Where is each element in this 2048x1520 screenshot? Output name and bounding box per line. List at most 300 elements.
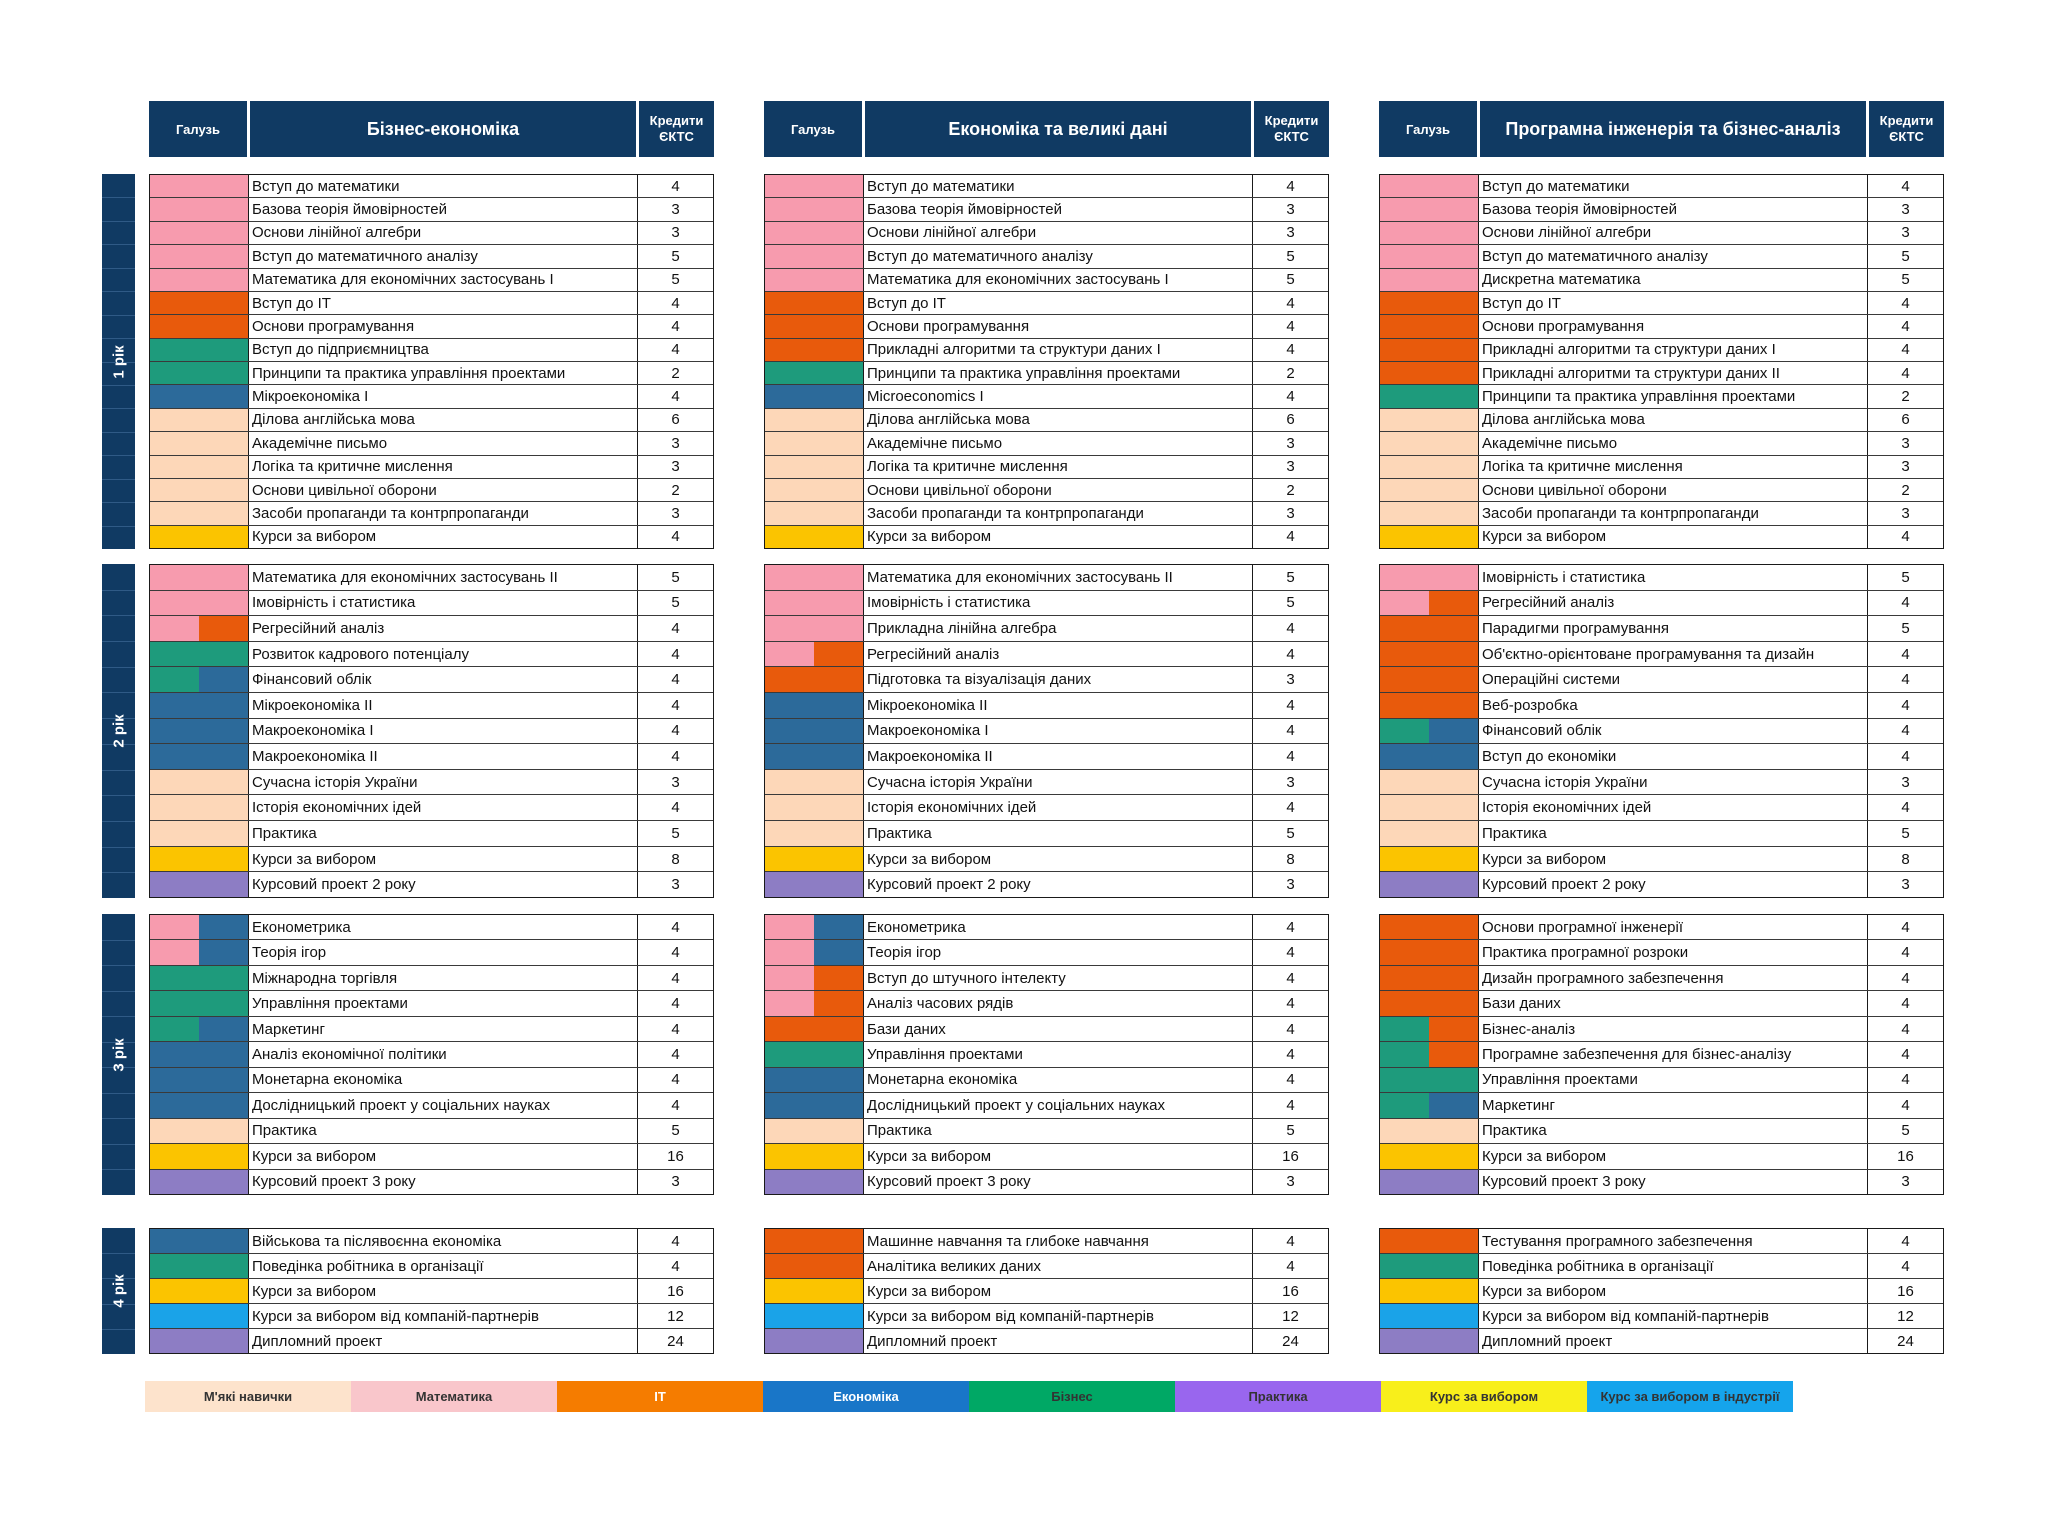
area-color (765, 269, 863, 291)
course-name: Вступ до математики (249, 175, 638, 197)
table-row (765, 847, 1328, 873)
year-bar-divider (102, 1144, 135, 1145)
year-bar-divider (102, 991, 135, 992)
area-color (1380, 1017, 1429, 1041)
course-credits: 2 (1901, 388, 1910, 406)
credits-header-line2: ЄКТС (1889, 129, 1924, 144)
area-swatch (150, 1304, 249, 1328)
area-swatch (1380, 1254, 1479, 1278)
table-row (1380, 1119, 1943, 1144)
course-name: Засоби пропаганди та контрпропаганди (249, 502, 638, 524)
area-swatch (150, 693, 249, 718)
area-color (150, 1068, 248, 1092)
area-swatch (150, 821, 249, 846)
area-swatch (1380, 821, 1479, 846)
year-bar-divider (102, 291, 135, 292)
course-name: Курси за вибором (249, 1144, 638, 1168)
area-color (765, 1170, 863, 1194)
area-swatch (1380, 991, 1479, 1015)
year-bar-divider (102, 641, 135, 642)
course-credits: 5 (1901, 247, 1910, 265)
area-color (150, 456, 248, 478)
area-color (150, 642, 248, 667)
course-name: Економетрика (249, 915, 638, 939)
course-name: Курси за вибором від компаній-партнерів (249, 1304, 638, 1328)
table-row (1380, 770, 1943, 796)
table-row (150, 175, 713, 198)
area-color (765, 821, 863, 846)
table-row (765, 795, 1328, 821)
area-swatch (765, 222, 864, 244)
table-row (765, 385, 1328, 408)
year-bar-divider (102, 526, 135, 527)
area-swatch (1380, 315, 1479, 337)
table-row (1380, 526, 1943, 548)
course-credits: 4 (1901, 645, 1910, 663)
course-name: Основи цивільної оборони (1479, 479, 1868, 501)
area-color (765, 591, 863, 616)
course-credits: 4 (671, 722, 680, 740)
area-swatch (150, 1017, 249, 1041)
table-row (150, 1170, 713, 1194)
table-row (150, 385, 713, 408)
course-table (764, 1228, 1329, 1354)
table-row (150, 744, 713, 770)
course-name: Практика (1479, 1119, 1868, 1143)
table-row (1380, 872, 1943, 897)
course-credits: 4 (1901, 1232, 1910, 1250)
table-row (765, 991, 1328, 1016)
table-row (150, 693, 713, 719)
course-credits: 5 (671, 1122, 680, 1140)
course-credits: 5 (671, 594, 680, 612)
area-color (765, 432, 863, 454)
area-swatch (1380, 409, 1479, 431)
course-name: Прикладні алгоритми та структури даних I (1479, 339, 1868, 361)
course-credits: 6 (1286, 411, 1295, 429)
table-row (1380, 847, 1943, 873)
area-swatch (1380, 744, 1479, 769)
area-swatch (1380, 175, 1479, 197)
course-credits: 5 (1286, 271, 1295, 289)
area-color (1380, 432, 1478, 454)
course-name: Курси за вибором (864, 1144, 1253, 1168)
area-swatch (150, 269, 249, 291)
year-bar (102, 914, 135, 1195)
area-swatch (765, 385, 864, 407)
course-credits: 5 (1901, 824, 1910, 842)
course-credits: 3 (1286, 1173, 1295, 1191)
area-color (150, 770, 248, 795)
course-name: Курсовий проект 2 року (249, 872, 638, 897)
area-swatch (150, 456, 249, 478)
year-bar-divider (102, 615, 135, 616)
course-name: Курси за вибором (1479, 847, 1868, 872)
table-row (765, 479, 1328, 502)
area-color (150, 1144, 248, 1168)
area-swatch (150, 1254, 249, 1278)
course-table (764, 174, 1329, 549)
area-swatch (150, 362, 249, 384)
credits-column-header (1254, 101, 1329, 157)
credits-header-line2: ЄКТС (659, 129, 694, 144)
course-credits: 4 (1286, 1257, 1295, 1275)
year-bar-divider (102, 197, 135, 198)
area-color (1380, 175, 1478, 197)
program-header (1379, 101, 1944, 157)
table-row (150, 821, 713, 847)
area-swatch (765, 991, 864, 1015)
area-color (150, 1254, 248, 1278)
table-row (150, 966, 713, 991)
table-row (150, 1144, 713, 1169)
table-row (1380, 1042, 1943, 1067)
course-credits: 12 (1282, 1307, 1299, 1325)
area-color (765, 1229, 863, 1253)
course-name: Практика (249, 821, 638, 846)
program-title: Економіка та великі дані (865, 101, 1254, 157)
area-color (150, 1093, 248, 1117)
area-swatch (765, 795, 864, 820)
area-swatch (150, 385, 249, 407)
area-color (765, 245, 863, 267)
table-row (1380, 362, 1943, 385)
area-swatch (1380, 616, 1479, 641)
course-name: Фінансовий облік (1479, 719, 1868, 744)
area-swatch (150, 1144, 249, 1168)
year-bar (102, 564, 135, 898)
table-row (765, 1304, 1328, 1329)
area-color (1380, 719, 1429, 744)
area-color (1380, 1329, 1478, 1353)
table-row (765, 667, 1328, 693)
course-credits: 4 (1286, 620, 1295, 638)
area-color (765, 1068, 863, 1092)
table-row (1380, 1304, 1943, 1329)
area-swatch (1380, 1144, 1479, 1168)
course-credits: 5 (1286, 247, 1295, 265)
table-row (150, 667, 713, 693)
area-swatch (1380, 339, 1479, 361)
area-color (199, 667, 248, 692)
area-color (765, 222, 863, 244)
course-credits: 4 (671, 294, 680, 312)
table-row (1380, 385, 1943, 408)
legend-item: Бізнес (969, 1381, 1175, 1412)
area-color (1380, 770, 1478, 795)
area-color (150, 479, 248, 501)
course-credits: 4 (1901, 696, 1910, 714)
table-row (1380, 245, 1943, 268)
course-credits: 4 (1901, 1257, 1910, 1275)
course-credits: 4 (1286, 645, 1295, 663)
area-swatch (150, 245, 249, 267)
course-credits: 3 (1286, 224, 1295, 242)
course-name: Імовірність і статистика (864, 591, 1253, 616)
course-name: Вступ до IT (864, 292, 1253, 314)
area-swatch (150, 1229, 249, 1253)
course-name: Ділова англійська мова (249, 409, 638, 431)
year-bar-divider (102, 244, 135, 245)
area-color (1380, 1093, 1429, 1117)
area-color (150, 339, 248, 361)
area-color (765, 409, 863, 431)
table-row (765, 1254, 1328, 1279)
course-credits: 3 (671, 1173, 680, 1191)
table-row (150, 456, 713, 479)
table-row (1380, 991, 1943, 1016)
table-row (150, 292, 713, 315)
course-name: Військова та післявоєнна економіка (249, 1229, 638, 1253)
area-color (150, 795, 248, 820)
table-row (765, 222, 1328, 245)
area-color (1380, 292, 1478, 314)
year-bar-divider (102, 847, 135, 848)
area-swatch (1380, 872, 1479, 897)
course-name: Основи цивільної оборони (249, 479, 638, 501)
area-swatch (765, 409, 864, 431)
area-swatch (1380, 1017, 1479, 1041)
table-row (765, 409, 1328, 432)
course-credits: 4 (1901, 748, 1910, 766)
table-row (765, 432, 1328, 455)
course-name: Прикладні алгоритми та структури даних I (864, 339, 1253, 361)
area-swatch (1380, 526, 1479, 548)
year-bar-divider (102, 940, 135, 941)
area-swatch (1380, 1093, 1479, 1117)
course-credits: 3 (1901, 773, 1910, 791)
course-name: Вступ до штучного інтелекту (864, 966, 1253, 990)
area-color (1380, 385, 1478, 407)
table-row (1380, 409, 1943, 432)
area-swatch (1380, 245, 1479, 267)
course-credits: 4 (1901, 594, 1910, 612)
table-row (765, 591, 1328, 617)
area-color (199, 915, 248, 939)
course-name: Управління проектами (864, 1042, 1253, 1066)
area-color (150, 385, 248, 407)
course-name: Базова теорія ймовірностей (864, 198, 1253, 220)
year-bar-divider (102, 385, 135, 386)
course-table (1379, 1228, 1944, 1354)
course-name: Курсовий проект 3 року (1479, 1170, 1868, 1194)
area-swatch (765, 770, 864, 795)
area-swatch (150, 591, 249, 616)
year-bar-divider (102, 1169, 135, 1170)
year-bar-divider (102, 455, 135, 456)
course-credits: 4 (671, 177, 680, 195)
course-credits: 4 (1901, 364, 1910, 382)
area-swatch (765, 1042, 864, 1066)
course-name: Програмне забезпечення для бізнес-аналізу (1479, 1042, 1868, 1066)
area-swatch (150, 1329, 249, 1353)
course-credits: 4 (1286, 918, 1295, 936)
table-row (765, 502, 1328, 525)
area-color (1380, 565, 1478, 590)
course-name: Вступ до математики (1479, 175, 1868, 197)
area-color (1380, 966, 1478, 990)
course-name: Маркетинг (249, 1017, 638, 1041)
area-color (765, 693, 863, 718)
area-column-header: Галузь (149, 101, 250, 157)
course-credits: 5 (671, 247, 680, 265)
area-color (150, 175, 248, 197)
table-row (1380, 1279, 1943, 1304)
area-swatch (765, 315, 864, 337)
area-color (150, 847, 248, 872)
course-credits: 3 (671, 458, 680, 476)
course-name: Основи програмування (1479, 315, 1868, 337)
course-credits: 3 (671, 504, 680, 522)
area-swatch (150, 991, 249, 1015)
course-credits: 4 (1901, 317, 1910, 335)
course-credits: 2 (671, 364, 680, 382)
course-name: Тестування програмного забезпечення (1479, 1229, 1868, 1253)
course-name: Історія економічних ідей (864, 795, 1253, 820)
table-row (150, 915, 713, 940)
area-swatch (150, 175, 249, 197)
area-swatch (765, 1329, 864, 1353)
course-table (1379, 174, 1944, 549)
course-name: Вступ до підприємництва (249, 339, 638, 361)
year-label: 2 рік (110, 714, 127, 748)
course-name: Регресійний аналіз (249, 616, 638, 641)
course-credits: 4 (1286, 748, 1295, 766)
table-row (150, 315, 713, 338)
area-color (1380, 915, 1478, 939)
area-color (1380, 502, 1478, 524)
table-row (1380, 479, 1943, 502)
course-credits: 24 (1282, 1332, 1299, 1350)
area-color (150, 432, 248, 454)
course-credits: 4 (1901, 671, 1910, 689)
year-bar-divider (102, 1016, 135, 1017)
table-row (150, 770, 713, 796)
table-row (765, 175, 1328, 198)
course-name: Монетарна економіка (249, 1068, 638, 1092)
course-credits: 2 (1286, 364, 1295, 382)
course-name: Основи лінійної алгебри (864, 222, 1253, 244)
area-color (765, 744, 863, 769)
course-credits: 5 (1901, 271, 1910, 289)
course-name: Практика (249, 1119, 638, 1143)
course-name: Математика для економічних застосувань II (864, 565, 1253, 590)
area-color (765, 642, 814, 667)
table-row (150, 1229, 713, 1254)
area-color (1380, 795, 1478, 820)
course-name: Базова теорія ймовірностей (1479, 198, 1868, 220)
year-bar-divider (102, 502, 135, 503)
course-credits: 3 (1286, 434, 1295, 452)
area-swatch (765, 269, 864, 291)
table-row (765, 1329, 1328, 1353)
table-row (150, 1304, 713, 1329)
course-credits: 4 (671, 388, 680, 406)
course-credits: 4 (671, 1045, 680, 1063)
course-name: Вступ до економіки (1479, 744, 1868, 769)
year-bar-divider (102, 408, 135, 409)
area-swatch (765, 1017, 864, 1041)
area-color (150, 245, 248, 267)
area-color (150, 667, 199, 692)
course-credits: 4 (1286, 177, 1295, 195)
course-credits: 4 (1901, 294, 1910, 312)
table-row (150, 409, 713, 432)
course-name: Вступ до математичного аналізу (1479, 245, 1868, 267)
area-swatch (765, 456, 864, 478)
area-swatch (765, 616, 864, 641)
table-row (765, 456, 1328, 479)
course-credits: 4 (1286, 1096, 1295, 1114)
area-swatch (150, 642, 249, 667)
table-row (765, 693, 1328, 719)
course-credits: 2 (1901, 481, 1910, 499)
area-color (1380, 315, 1478, 337)
course-name: Сучасна історія України (864, 770, 1253, 795)
course-name: Сучасна історія України (249, 770, 638, 795)
program-header (149, 101, 714, 157)
course-name: Курсовий проект 3 року (864, 1170, 1253, 1194)
table-row (765, 1170, 1328, 1194)
area-swatch (150, 526, 249, 548)
area-swatch (765, 744, 864, 769)
table-row (1380, 940, 1943, 965)
area-swatch (150, 616, 249, 641)
area-swatch (765, 940, 864, 964)
area-swatch (1380, 385, 1479, 407)
area-swatch (150, 198, 249, 220)
table-row (1380, 966, 1943, 991)
area-swatch (1380, 1068, 1479, 1092)
area-swatch (1380, 966, 1479, 990)
area-color (150, 222, 248, 244)
table-row (150, 591, 713, 617)
area-swatch (765, 479, 864, 501)
course-name: Вступ до IT (249, 292, 638, 314)
area-color (765, 847, 863, 872)
course-name: Операційні системи (1479, 667, 1868, 692)
table-row (150, 1254, 713, 1279)
area-swatch (1380, 719, 1479, 744)
course-name: Академічне письмо (864, 432, 1253, 454)
table-row (150, 245, 713, 268)
area-color (150, 821, 248, 846)
course-name: Практика (864, 821, 1253, 846)
area-color (150, 292, 248, 314)
area-color (1380, 667, 1478, 692)
credits-header-line1: Кредити (649, 113, 704, 128)
area-swatch (150, 502, 249, 524)
legend (145, 1381, 1793, 1412)
area-color (1380, 1119, 1478, 1143)
course-credits: 3 (1901, 876, 1910, 894)
course-credits: 4 (1286, 1071, 1295, 1089)
area-swatch (150, 1119, 249, 1143)
area-color (1380, 409, 1478, 431)
table-row (150, 526, 713, 548)
area-color (1380, 1170, 1478, 1194)
course-name: Математика для економічних застосувань I (864, 269, 1253, 291)
course-credits: 5 (1901, 620, 1910, 638)
area-swatch (765, 1279, 864, 1303)
area-color (150, 872, 248, 897)
course-name: Основи лінійної алгебри (249, 222, 638, 244)
course-credits: 4 (1901, 918, 1910, 936)
area-swatch (1380, 292, 1479, 314)
table-row (1380, 339, 1943, 362)
year-bar-divider (102, 692, 135, 693)
area-color (814, 642, 863, 667)
